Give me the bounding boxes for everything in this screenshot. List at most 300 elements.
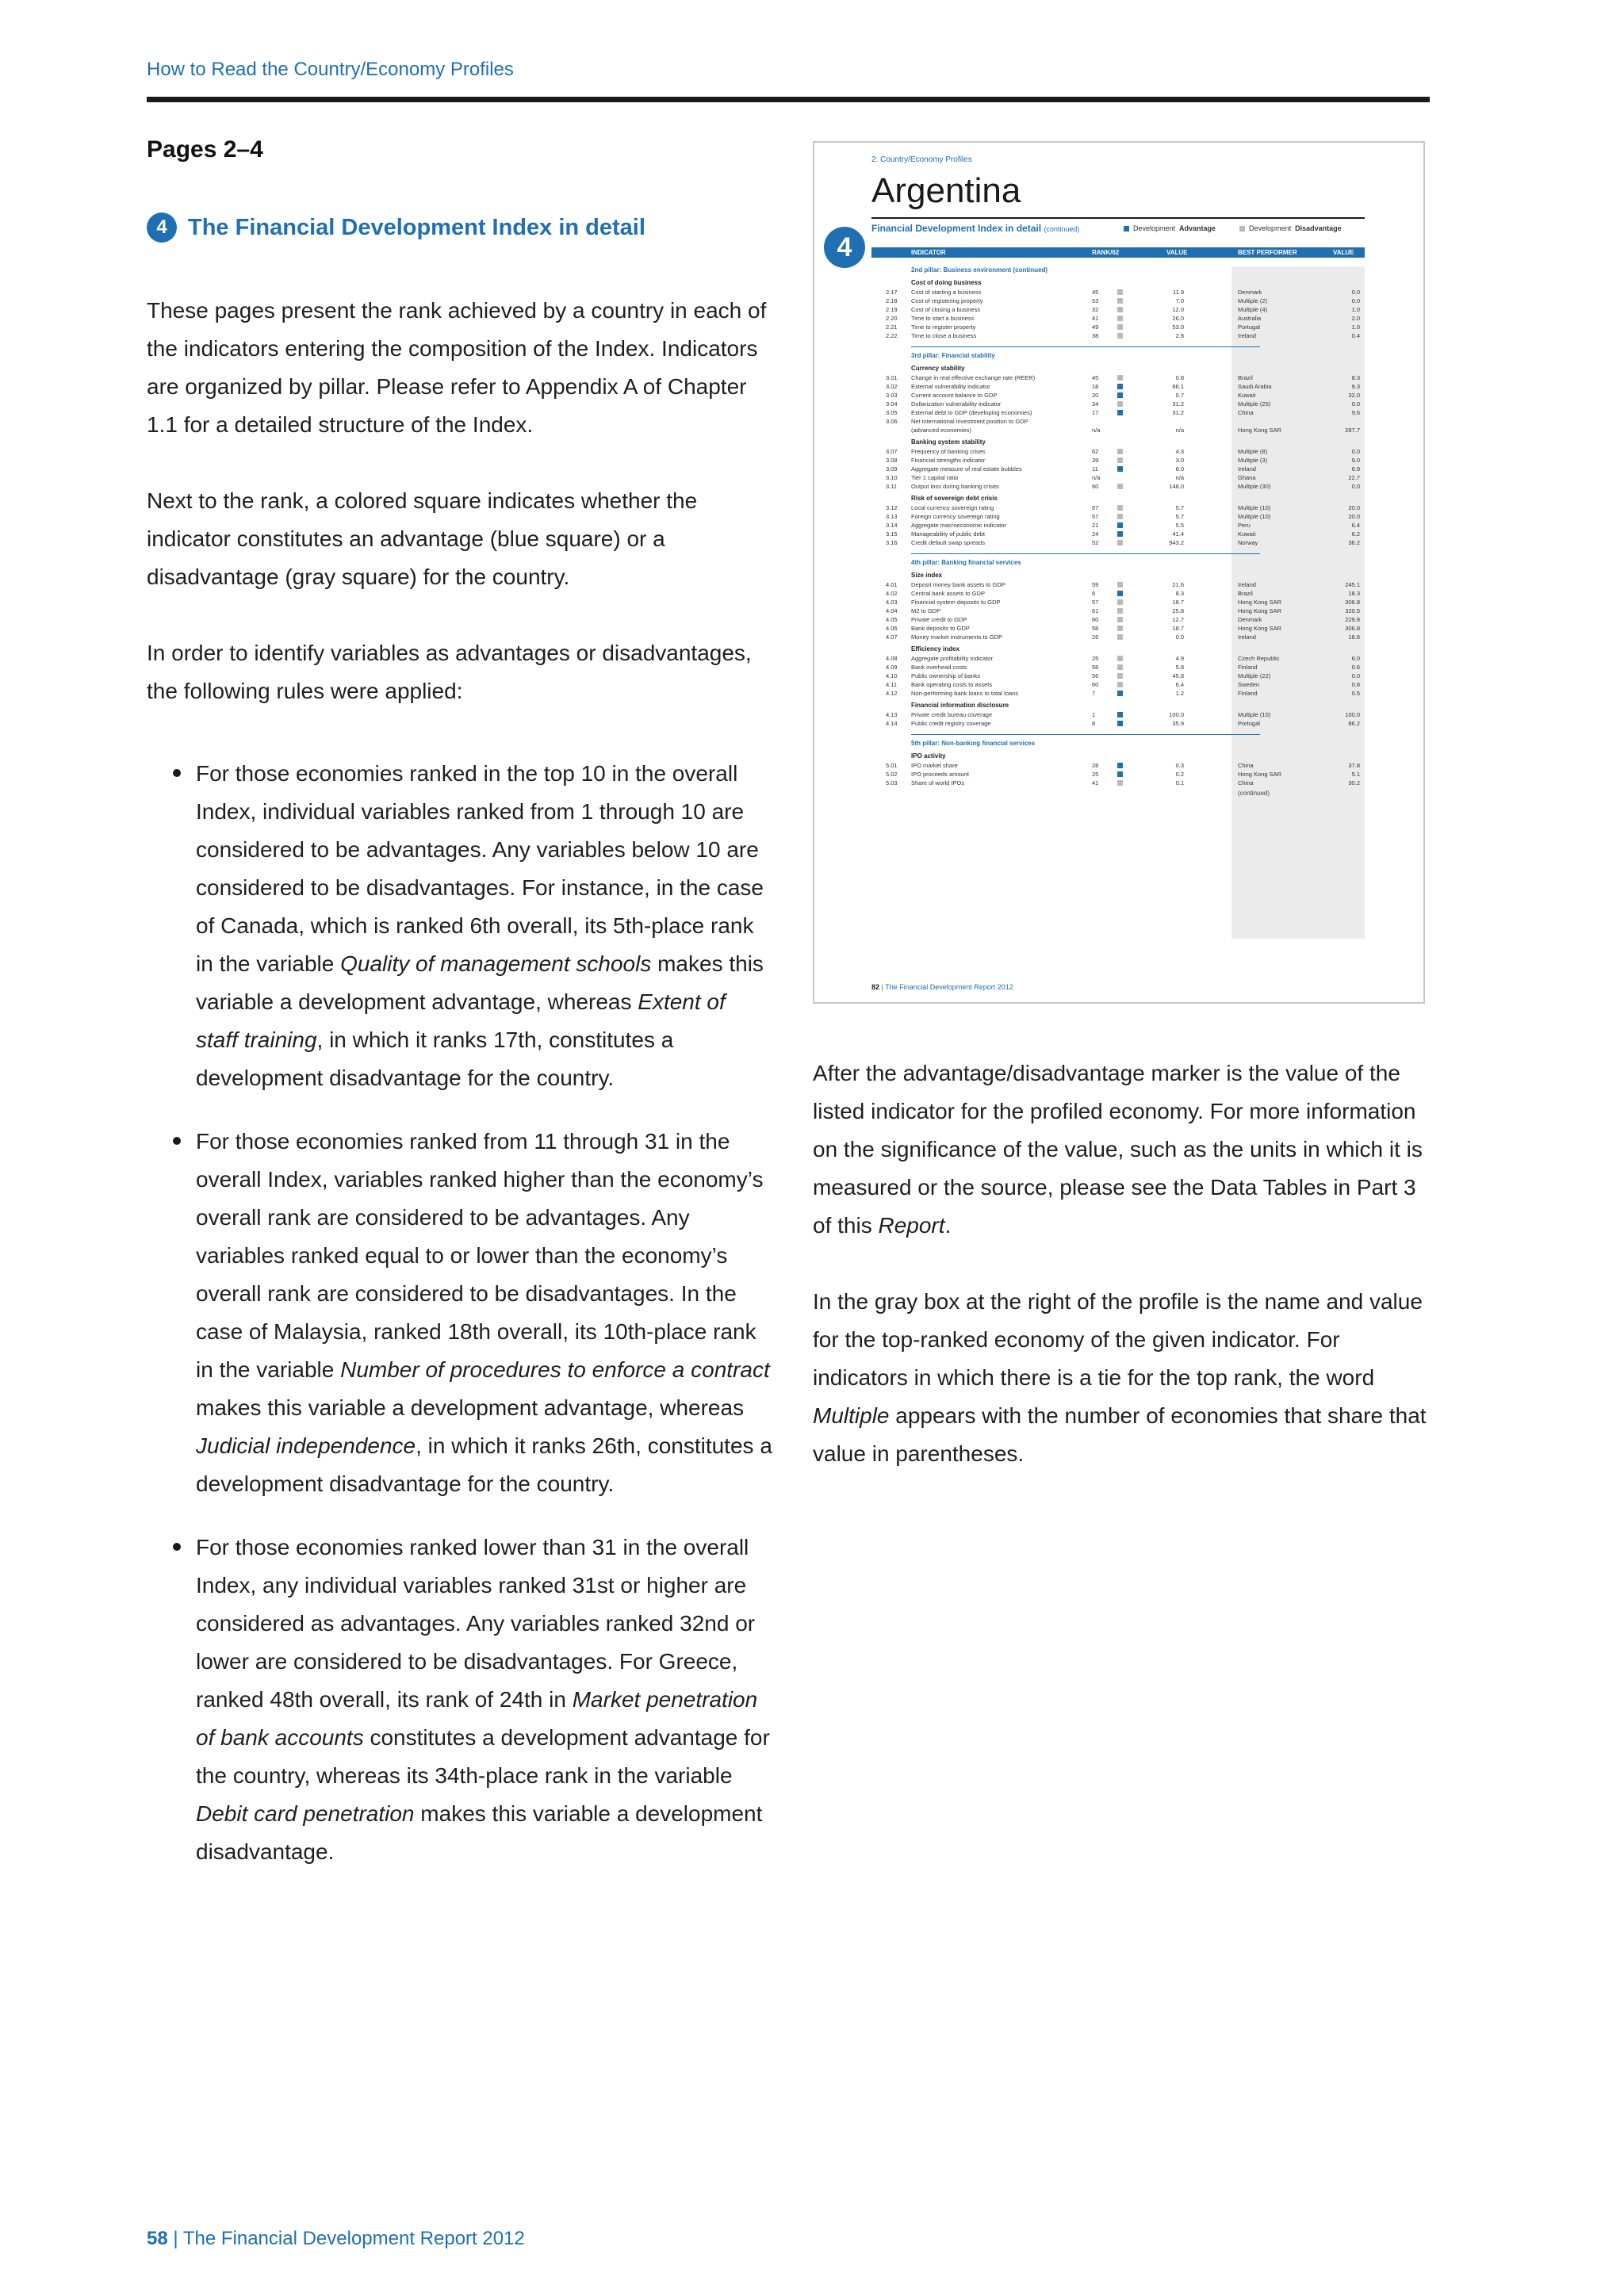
indicator-name: Bank deposits to GDP: [911, 625, 970, 632]
rules-intro-paragraph: In order to identify variables as advantages or disadvantages, the following rules were applied:: [147, 641, 752, 703]
indicator-value: 5.5: [1175, 522, 1184, 529]
indicator-rank: 57: [1092, 504, 1099, 511]
indicator-code: 3.02: [886, 383, 898, 390]
indicator-code: 2.18: [886, 297, 898, 304]
indicator-value: 0.2: [1175, 771, 1184, 778]
indicator-row: [871, 521, 1365, 530]
indicator-row: [871, 589, 1365, 598]
indicator-code: 4.13: [886, 711, 898, 718]
indicator-value: 8.3: [1175, 590, 1184, 597]
advantage-square-icon: [1117, 591, 1123, 596]
best-performer-value: 229.8: [1345, 616, 1360, 623]
indicator-rank: 41: [1092, 315, 1099, 322]
best-performer: Hong Kong SAR: [1238, 427, 1282, 434]
best-performer-value: 0.0: [1351, 289, 1360, 296]
indicator-rank: 34: [1092, 400, 1099, 408]
disadvantage-square-icon: [1117, 324, 1123, 330]
best-performer: China: [1238, 409, 1254, 416]
best-performer: Multiple (8): [1238, 448, 1268, 455]
section-heading: [147, 212, 773, 243]
indicator-code: 4.04: [886, 607, 898, 614]
indicator-name: Cost of registering property: [911, 297, 983, 304]
best-performer-value: 6.9: [1351, 465, 1360, 473]
indicator-row: [871, 672, 1365, 680]
indicator-row: [871, 689, 1365, 698]
best-performer-value: 100.0: [1345, 711, 1360, 718]
indicator-name: Local currency sovereign rating: [911, 504, 994, 511]
best-performer: Ireland: [1238, 332, 1256, 339]
section-title: The Financial Development Index in detail: [188, 214, 645, 240]
profile-title-suffix: (continued): [1044, 225, 1080, 233]
paragraph-emphasis: Report: [878, 1213, 945, 1238]
best-performer: Multiple (3): [1238, 457, 1268, 464]
indicator-row: [871, 624, 1365, 633]
best-performer: Multiple (25): [1238, 400, 1271, 408]
indicator-code: 3.15: [886, 530, 898, 538]
indicator-row: [871, 580, 1365, 589]
subsection-title: Risk of sovereign debt crisis: [911, 495, 998, 502]
header-best-value: VALUE: [1333, 249, 1354, 256]
indicator-code: 3.05: [886, 409, 898, 416]
indicator-row: [871, 382, 1365, 391]
indicator-row: [871, 615, 1365, 624]
indicator-value: 53.0: [1172, 323, 1184, 331]
indicator-name: Aggregate profitability indicator: [911, 655, 993, 662]
left-column: [147, 136, 773, 1896]
indicator-rank: 1: [1092, 711, 1096, 718]
indicator-row: [871, 408, 1365, 417]
profile-table: [871, 262, 1365, 798]
indicator-rank: 25: [1092, 655, 1099, 662]
indicator-rank: 60: [1092, 616, 1099, 623]
indicator-value: 12.7: [1172, 616, 1184, 623]
best-performer-value: 9.3: [1351, 383, 1360, 390]
advantage-square-icon: [1117, 410, 1123, 415]
best-performer-value: 0.0: [1351, 483, 1360, 490]
advantage-square-icon: [1117, 522, 1123, 528]
indicator-name: Tier 1 capital ratio: [911, 474, 959, 481]
disadvantage-square-icon: [1117, 599, 1123, 605]
best-performer-value: 8.3: [1351, 374, 1360, 381]
best-performer-value: 306.8: [1345, 599, 1360, 606]
indicator-name: M2 to GDP: [911, 607, 941, 614]
rule-variable: Number of procedures to enforce a contract: [340, 1357, 770, 1382]
header-indicator: INDICATOR: [911, 249, 946, 256]
indicator-row: [871, 761, 1365, 770]
indicator-rank: 56: [1092, 672, 1099, 679]
indicator-value: 12.0: [1172, 306, 1184, 313]
indicator-value: 45.8: [1172, 672, 1184, 679]
profile-running-head: 2: Country/Economy Profiles: [871, 155, 972, 164]
indicator-name: Money market instruments to GDP: [911, 633, 1003, 641]
rule-text: makes this variable a development advantage, whereas: [196, 951, 764, 1014]
indicator-value: 100.0: [1169, 711, 1184, 718]
indicator-name: IPO proceeds amount: [911, 771, 969, 778]
indicator-value: 0.7: [1175, 392, 1184, 399]
indicator-value: 0.1: [1175, 779, 1184, 786]
best-performer: Multiple (10): [1238, 504, 1271, 511]
indicator-row: [871, 779, 1365, 787]
disadvantage-square-icon: [1117, 634, 1123, 640]
indicator-row: [871, 323, 1365, 331]
indicator-rank: 59: [1092, 581, 1099, 588]
indicator-code: 4.02: [886, 590, 898, 597]
indicator-name: Public ownership of banks: [911, 672, 981, 679]
indicator-value: 0.8: [1175, 374, 1184, 381]
advantage-square-icon: [1117, 763, 1123, 768]
best-performer: Sweden: [1238, 681, 1260, 688]
paragraph-text: After the advantage/disadvantage marker is the value of the listed indicator for the profiled economy. For more information on the significance of the value, such as the units in which it is measured or the source, please see the Data Tables in Part 3 of this: [813, 1061, 1423, 1238]
indicator-value: 35.9: [1172, 720, 1184, 727]
indicator-code: 3.08: [886, 457, 898, 464]
legend-label: Disadvantage: [1295, 224, 1342, 232]
indicator-rank: 61: [1092, 607, 1099, 614]
profile-footer: 82 | The Financial Development Report 2012: [871, 983, 1013, 991]
indicator-name: Time to close a business: [911, 332, 977, 339]
indicator-row: [871, 530, 1365, 538]
best-performer-value: 0.0: [1351, 400, 1360, 408]
indicator-value: 31.2: [1172, 400, 1184, 408]
indicator-name: Financial strengths indicator: [911, 457, 986, 464]
indicator-name: Aggregate measure of real estate bubbles: [911, 465, 1022, 473]
indicator-code: 4.08: [886, 655, 898, 662]
profile-rule: [871, 217, 1365, 219]
indicator-value: 41.4: [1172, 530, 1184, 538]
subsection-title: Cost of doing business: [911, 279, 982, 286]
indicator-row: [871, 417, 1365, 426]
best-performer: Denmark: [1238, 616, 1262, 623]
best-performer-value: 0.0: [1351, 448, 1360, 455]
indicator-value: 2.8: [1175, 332, 1184, 339]
indicator-code: 4.14: [886, 720, 898, 727]
best-performer-value: 0.5: [1351, 690, 1360, 697]
subsection-title: Efficiency index: [911, 645, 959, 652]
disadvantage-square-icon: [1117, 298, 1123, 304]
best-performer: Kuwait: [1238, 392, 1256, 399]
indicator-code: 4.01: [886, 581, 898, 588]
best-performer: Portugal: [1238, 720, 1260, 727]
best-performer-value: 287.7: [1345, 427, 1360, 434]
profile-legend: [1124, 224, 1342, 232]
indicator-rank: 53: [1092, 297, 1099, 304]
indicator-code: 2.22: [886, 332, 898, 339]
indicator-value: 4.3: [1175, 448, 1184, 455]
best-performer-value: 0.0: [1351, 672, 1360, 679]
indicator-code: 3.01: [886, 374, 898, 381]
indicator-row: [871, 465, 1365, 473]
best-performer: China: [1238, 762, 1254, 769]
indicator-rank: 60: [1092, 681, 1099, 688]
indicator-code: 3.09: [886, 465, 898, 473]
disadvantage-square-icon: [1117, 449, 1123, 454]
best-performer: Multiple (22): [1238, 672, 1271, 679]
profile-footer-title: The Financial Development Report 2012: [885, 983, 1013, 991]
indicator-code: 3.13: [886, 513, 898, 520]
indicator-name: Foreign currency sovereign rating: [911, 513, 1000, 520]
disadvantage-square-icon: [1117, 626, 1123, 631]
indicator-row: [871, 456, 1365, 465]
right-column: [813, 1054, 1439, 1511]
pillar-divider: [911, 346, 1260, 347]
indicator-rank: 60: [1092, 483, 1099, 490]
indicator-name: Manageability of public debt: [911, 530, 985, 538]
best-performer: Multiple (10): [1238, 711, 1271, 718]
rule-text: , in which it ranks 26th, constitutes a development disadvantage for the country.: [196, 1433, 772, 1496]
profile-section-badge: 4: [824, 227, 865, 268]
continued-note: [871, 787, 1365, 798]
indicator-row: [871, 373, 1365, 382]
rule-variable: Debit card penetration: [196, 1801, 415, 1826]
best-performer: Multiple (10): [1238, 513, 1271, 520]
advantage-square-icon: [1117, 392, 1123, 398]
continued-note-text: (continued): [1238, 790, 1270, 797]
indicator-code: 4.11: [886, 681, 898, 688]
best-performer: Multiple (4): [1238, 306, 1268, 313]
indicator-value: 5.8: [1175, 664, 1184, 671]
best-performer: Norway: [1238, 539, 1258, 546]
paragraph-emphasis: Multiple: [813, 1403, 890, 1428]
gray-box-paragraph: [813, 1283, 1439, 1473]
rule-variable: Quality of management schools: [340, 951, 652, 976]
indicator-rank: 7: [1092, 690, 1096, 697]
rule-text: For those economies ranked in the top 10 in the overall Index, individual variables ranked from 1 through 10 are considered to be advantages. Any variables below 10 are considered to be disadvantages. For instance, in the case of Canada, which is ranked 6th overall, its 5th-place rank in the variable: [196, 761, 764, 976]
indicator-name: Private credit bureau coverage: [911, 711, 993, 718]
indicator-rank: 17: [1092, 409, 1099, 416]
indicator-rank: 32: [1092, 306, 1099, 313]
pillar-title: 4th pillar: Banking financial services: [911, 559, 1021, 566]
indicator-rank: 58: [1092, 664, 1099, 671]
best-performer: Multiple (2): [1238, 297, 1268, 304]
disadvantage-square-icon: [1117, 375, 1123, 381]
indicator-value: 31.2: [1172, 409, 1184, 416]
best-performer: Hong Kong SAR: [1238, 771, 1282, 778]
pillar-title: 3rd pillar: Financial stability: [911, 352, 995, 359]
indicator-name: Bank operating costs to assets: [911, 681, 993, 688]
best-performer: Czech Republic: [1238, 655, 1280, 662]
indicator-name: Change in real effective exchange rate (REER): [911, 374, 1036, 381]
indicator-value: 0.0: [1175, 633, 1184, 641]
indicator-row: [871, 400, 1365, 408]
advantage-square-icon: [1117, 691, 1123, 696]
running-head: How to Read the Country/Economy Profiles: [147, 59, 514, 80]
indicator-row: [871, 663, 1365, 672]
pillar-divider: [911, 553, 1260, 554]
advantage-square-icon: [1124, 226, 1129, 232]
rule-variable: Judicial independence: [196, 1433, 416, 1458]
subsection-title: IPO activity: [911, 752, 946, 760]
paragraph-text: In the gray box at the right of the profile is the name and value for the top-ranked economy of the given indicator. For indicators in which there is a tie for the top rank, the word: [813, 1289, 1423, 1390]
indicator-name: Time to start a business: [911, 315, 975, 322]
indicator-row: [871, 512, 1365, 521]
best-performer-value: 2.0: [1351, 315, 1360, 322]
indicator-code: 2.19: [886, 306, 898, 313]
subsection-title: Banking system stability: [911, 438, 986, 446]
indicator-code: 3.16: [886, 539, 898, 546]
indicator-code: 4.07: [886, 633, 898, 641]
rule-below-31: [147, 1529, 773, 1871]
indicator-row: [871, 331, 1365, 340]
profile-table-header: [871, 247, 1365, 258]
indicator-row: [871, 447, 1365, 456]
best-performer: Portugal: [1238, 323, 1260, 331]
best-performer-value: 18.6: [1348, 633, 1360, 641]
disadvantage-square-icon: [1117, 582, 1123, 587]
marker-paragraph: Next to the rank, a colored square indicates whether the indicator constitutes an advantage (blue square) or a disadvantage (gray square) for the country.: [147, 488, 698, 589]
best-performer-value: 1.0: [1351, 323, 1360, 331]
indicator-row: [871, 314, 1365, 323]
disadvantage-square-icon: [1117, 664, 1123, 670]
best-performer: Peru: [1238, 522, 1251, 529]
indicator-code: 4.09: [886, 664, 898, 671]
best-performer: Multiple (30): [1238, 483, 1271, 490]
rule-top-10: [147, 755, 773, 1097]
pillar-title: 2nd pillar: Business environment (continued): [911, 266, 1048, 274]
advantage-square-icon: [1117, 712, 1123, 718]
disadvantage-square-icon: [1117, 316, 1123, 321]
advantage-square-icon: [1117, 466, 1123, 472]
best-performer-value: 86.2: [1348, 720, 1360, 727]
best-performer-value: 32.0: [1348, 392, 1360, 399]
indicator-code: 4.12: [886, 690, 898, 697]
best-performer-value: 22.7: [1348, 474, 1360, 481]
rules-list: [147, 755, 773, 1871]
indicator-value: 943.2: [1169, 539, 1184, 546]
rule-variable: Extent of staff training: [196, 989, 726, 1052]
subsection-title: Size index: [911, 572, 943, 579]
indicator-code: 4.10: [886, 672, 898, 679]
indicator-value: 18.7: [1172, 625, 1184, 632]
best-performer: Australia: [1238, 315, 1262, 322]
indicator-rank: 45: [1092, 289, 1099, 296]
rule-text: makes this variable a development advantage, whereas: [196, 1395, 745, 1420]
best-performer-value: 36.2: [1348, 539, 1360, 546]
indicator-code: 3.10: [886, 474, 898, 481]
disadvantage-square-icon: [1117, 617, 1123, 622]
disadvantage-square-icon: [1117, 484, 1123, 489]
best-performer-value: 20.0: [1348, 504, 1360, 511]
indicator-rank: 26: [1092, 633, 1099, 641]
profile-country-name: Argentina: [871, 171, 1021, 210]
disadvantage-square-icon: [1117, 673, 1123, 679]
indicator-name: (advanced economies): [911, 427, 971, 434]
indicator-rank: 57: [1092, 513, 1099, 520]
indicator-name: Bank overhead costs: [911, 664, 967, 671]
indicator-row: [871, 305, 1365, 314]
value-paragraph: [813, 1054, 1439, 1245]
indicator-code: 3.12: [886, 504, 898, 511]
indicator-code: 4.03: [886, 599, 898, 606]
best-performer: Ireland: [1238, 465, 1256, 473]
indicator-row: [871, 297, 1365, 305]
indicator-name: Dollarization vulnerability indicator: [911, 400, 1002, 408]
indicator-name: Credit default swap spreads: [911, 539, 985, 546]
paragraph-text: .: [944, 1213, 952, 1238]
section-number-badge: 4: [147, 212, 177, 243]
best-performer-value: 6.0: [1351, 655, 1360, 662]
best-performer: Kuwait: [1238, 530, 1256, 538]
indicator-rank: 18: [1092, 383, 1099, 390]
best-performer-value: 37.8: [1348, 762, 1360, 769]
indicator-name: Financial system deposits to GDP: [911, 599, 1001, 606]
best-performer: Ireland: [1238, 633, 1256, 641]
indicator-name: Frequency of banking crises: [911, 448, 986, 455]
best-performer: Hong Kong SAR: [1238, 599, 1282, 606]
disadvantage-square-icon: [1117, 289, 1123, 295]
subsection-title: Currency stability: [911, 365, 965, 372]
indicator-value: n/a: [1175, 474, 1184, 481]
best-performer: Saudi Arabia: [1238, 383, 1272, 390]
indicator-value: 4.9: [1175, 655, 1184, 662]
indicator-code: 2.20: [886, 315, 898, 322]
indicator-code: 3.11: [886, 483, 898, 490]
legend-label: Development: [1249, 224, 1292, 232]
indicator-name: Aggregate macroeconomic indicator: [911, 522, 1007, 529]
indicator-rank: 49: [1092, 323, 1099, 331]
disadvantage-square-icon: [1117, 682, 1123, 687]
indicator-row: [871, 288, 1365, 297]
pillar-divider: [911, 734, 1260, 735]
indicator-rank: 38: [1092, 332, 1099, 339]
best-performer: Brazil: [1238, 374, 1253, 381]
indicator-code: 4.05: [886, 616, 898, 623]
indicator-value: 8.0: [1175, 465, 1184, 473]
best-performer-value: 0.0: [1351, 297, 1360, 304]
indicator-value: 5.7: [1175, 513, 1184, 520]
indicator-rank: 52: [1092, 539, 1099, 546]
indicator-row: [871, 538, 1365, 547]
best-performer: Hong Kong SAR: [1238, 625, 1282, 632]
best-performer: Hong Kong SAR: [1238, 607, 1282, 614]
advantage-square-icon: [1117, 531, 1123, 537]
indicator-name: Deposit money bank assets to GDP: [911, 581, 1005, 588]
indicator-name: Public credit registry coverage: [911, 720, 991, 727]
indicator-code: 3.07: [886, 448, 898, 455]
indicator-rank: 39: [1092, 457, 1099, 464]
disadvantage-square-icon: [1117, 307, 1123, 312]
advantage-square-icon: [1117, 771, 1123, 777]
best-performer-value: 30.2: [1348, 779, 1360, 786]
best-performer: Finland: [1238, 690, 1258, 697]
best-performer: Ireland: [1238, 581, 1256, 588]
indicator-row: [871, 426, 1365, 434]
indicator-code: 3.03: [886, 392, 898, 399]
indicator-name: Cost of starting a business: [911, 289, 982, 296]
legend-label: Development: [1133, 224, 1176, 232]
best-performer-value: 6.4: [1351, 522, 1360, 529]
disadvantage-square-icon: [1117, 780, 1123, 786]
disadvantage-square-icon: [1117, 608, 1123, 614]
indicator-rank: 28: [1092, 762, 1099, 769]
pillar-title: 5th pillar: Non-banking financial services: [911, 740, 1036, 747]
disadvantage-square-icon: [1117, 457, 1123, 463]
indicator-name: Share of world IPOs: [911, 779, 965, 786]
best-performer: Denmark: [1238, 289, 1262, 296]
rule-text: makes this variable a development disadvantage.: [196, 1801, 763, 1864]
best-performer: Ghana: [1238, 474, 1256, 481]
advantage-square-icon: [1117, 721, 1123, 726]
indicator-rank: 41: [1092, 779, 1099, 786]
indicator-value: 7.0: [1175, 297, 1184, 304]
indicator-value: 148.0: [1169, 483, 1184, 490]
indicator-code: 2.17: [886, 289, 898, 296]
indicator-rank: 24: [1092, 530, 1099, 538]
indicator-row: [871, 710, 1365, 719]
indicator-row: [871, 607, 1365, 615]
indicator-value: 6.4: [1175, 681, 1184, 688]
indicator-rank: 57: [1092, 599, 1099, 606]
best-performer-value: 20.0: [1348, 513, 1360, 520]
indicator-code: 3.14: [886, 522, 898, 529]
